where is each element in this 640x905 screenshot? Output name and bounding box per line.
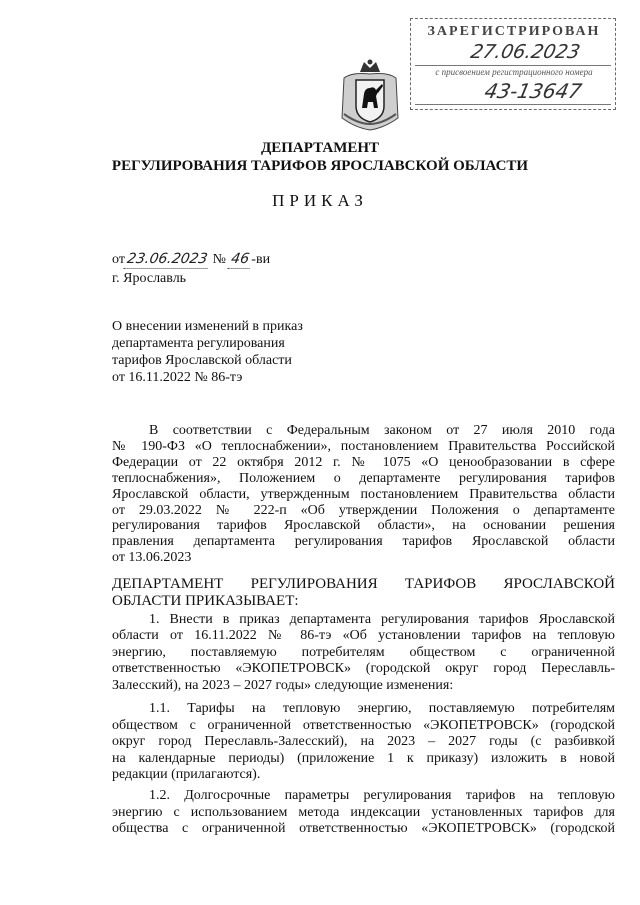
item-1-1-line: 1.1. Тарифы на тепловую энергию, поставляемую потребителям (149, 701, 615, 716)
order-suffix: -ви (251, 252, 271, 267)
item-1-1 (112, 701, 615, 784)
order-date: 23.06.2023 (123, 252, 210, 269)
city: г. Ярославль (112, 271, 187, 286)
order-title: ПРИКАЗ (272, 191, 368, 210)
subject-block (112, 318, 303, 386)
item-1-2-line: 1.2. Долгосрочные параметры регулирования тарифов на тепловую (149, 788, 615, 803)
number-label: № (212, 252, 226, 267)
coat-of-arms-icon (338, 58, 402, 132)
item-1-line: Залесский), на 2023 – 2027 годы» следующие изменения: (112, 677, 454, 693)
item-1-2 (112, 788, 615, 838)
orders-heading (112, 576, 615, 609)
stamp-date: 27.06.2023 (468, 41, 583, 63)
item-1 (112, 612, 615, 694)
item-1-line: энергию, поставляемую потребителям обществом с ограниченной (112, 644, 615, 660)
preamble-line: от 13.06.2023 (112, 550, 192, 566)
preamble-line: В соответствии с Федеральным законом от 27 июля 2010 года (149, 423, 615, 438)
stamp-caption: с присвоением регистрационного номера (435, 67, 593, 77)
preamble (112, 423, 615, 566)
preamble-line: регулирования тарифов Ярославской области», на основании решения (112, 518, 615, 534)
department-name-line2: РЕГУЛИРОВАНИЯ ТАРИФОВ ЯРОСЛАВСКОЙ ОБЛАСТИ (111, 158, 529, 174)
preamble-line: от 29.03.2022 № 222-п «Об утверждении Положения о департаменте (112, 502, 615, 518)
preamble-line: Федерации от 22 октября 2012 г. № 1075 «О ценообразовании в сфере (112, 454, 615, 470)
subject-line: тарифов Ярославской области (112, 353, 292, 368)
subject-line: О внесении изменений в приказ (112, 319, 303, 334)
stamp-number: 43-13647 (482, 79, 584, 103)
order-date-line (112, 252, 270, 269)
orders-heading-line: ДЕПАРТАМЕНТ РЕГУЛИРОВАНИЯ ТАРИФОВ ЯРОСЛАВСКОЙ (112, 576, 615, 592)
item-1-1-line: округ город Переславль-Залесский), на 2023 – 2027 годы (с разбивкой (112, 734, 615, 750)
subject-line: департамента регулирования (112, 336, 285, 351)
item-1-2-line: общества с ограниченной ответственностью «ЭКОПЕТРОВСК» (городской (112, 821, 615, 837)
item-1-1-line: на календарные периоды) (приложение 1 к приказу) изложить в новой (112, 750, 615, 766)
registration-stamp (410, 18, 616, 110)
item-1-line: 1. Внести в приказ департамента регулирования тарифов Ярославской (149, 612, 615, 627)
orders-heading-line: ОБЛАСТИ ПРИКАЗЫВАЕТ: (112, 592, 299, 609)
item-1-1-line: редакции (прилагаются). (112, 767, 261, 783)
preamble-line: правления департамента регулирования тарифов Ярославской области (112, 534, 615, 550)
item-1-line: области от 16.11.2022 № 86-тэ «Об установлении тарифов на тепловую (112, 628, 615, 644)
subject-line: от 16.11.2022 № 86-тэ (112, 370, 243, 385)
department-name-line1: ДЕПАРТАМЕНТ (260, 140, 380, 156)
stamp-divider (415, 65, 611, 66)
preamble-line: Ярославской области, утвержденным постановлением Правительства области (112, 486, 615, 502)
stamp-title: ЗАРЕГИСТРИРОВАН (427, 24, 601, 39)
item-1-2-line: энергию с использованием метода индексации установленных тарифов для (112, 804, 615, 820)
order-number: 46 (228, 252, 253, 269)
from-label: от (112, 252, 125, 267)
preamble-line: теплоснабжения», Положением о департаменте регулирования тарифов (112, 470, 615, 486)
item-1-line: ответственностью «ЭКОПЕТРОВСК» (городской округ город Переславль- (112, 661, 615, 677)
preamble-line: № 190-ФЗ «О теплоснабжении», постановлением Правительства Российской (112, 438, 615, 454)
item-1-1-line: обществом с ограниченной ответственностью «ЭКОПЕТРОВСК» (городской (112, 717, 615, 733)
stamp-divider-bottom (415, 104, 611, 105)
